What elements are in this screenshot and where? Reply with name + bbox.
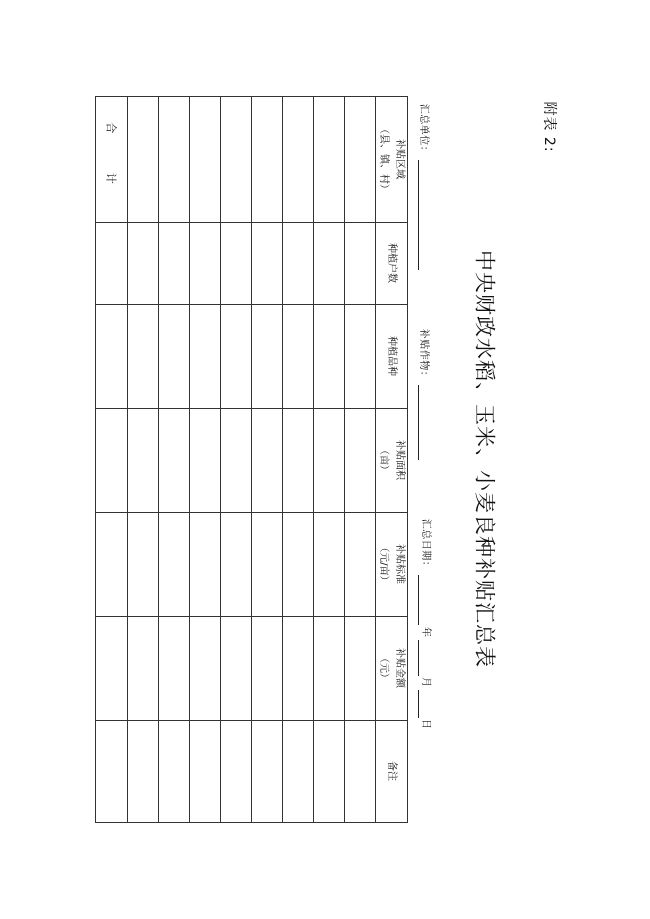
header-line1: 补贴金额: [394, 648, 405, 688]
subsidy-crop-label: 补贴作物：: [418, 328, 429, 382]
header-amount: [375, 648, 407, 688]
header-subsidy-region: [375, 124, 407, 194]
header-variety: [383, 336, 399, 376]
header-line2: （元）: [378, 653, 389, 683]
header-area: [375, 440, 407, 480]
header-remarks: [383, 761, 399, 781]
summary-date-label: 汇总日期：: [420, 518, 431, 572]
header-line2: （县、镇、村）: [378, 124, 389, 194]
header-line1: 补贴标准: [394, 544, 405, 584]
page-title: 中央财政水稻、玉米、小麦良种补贴汇总表: [472, 250, 497, 668]
header-line2: （元/亩）: [378, 542, 389, 586]
header-line1: 补贴面积: [394, 440, 405, 480]
header-households: [383, 243, 399, 283]
header-line2: （亩）: [378, 445, 389, 475]
total-label: 合 计: [104, 122, 118, 202]
header-line1: 种植品种: [386, 336, 397, 376]
header-standard: [375, 542, 407, 585]
date-month-label: 月: [420, 677, 431, 687]
header-line1: 补贴区域: [394, 139, 405, 179]
header-line1: 备注: [386, 761, 397, 781]
header-line1: 种植户数: [386, 243, 397, 283]
summary-unit-label: 汇总单位：: [418, 103, 429, 157]
date-day-label: 日: [420, 719, 431, 729]
attachment-label: 附表 2:: [541, 101, 557, 153]
date-year-label: 年: [420, 627, 431, 637]
